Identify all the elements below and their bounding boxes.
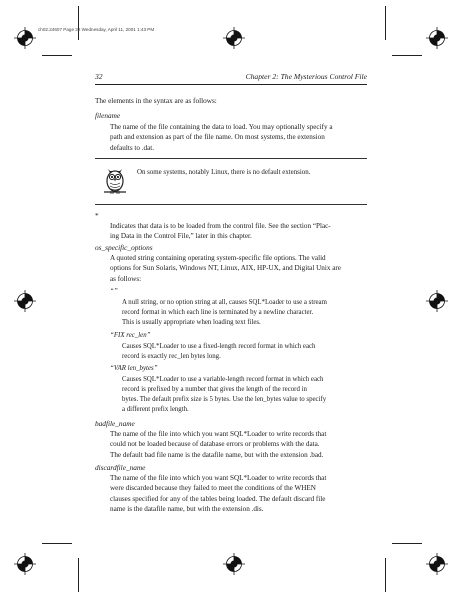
registration-mark-top-left (14, 27, 36, 49)
definition-option-null-string (122, 298, 367, 328)
registration-mark-bottom-right (426, 553, 448, 575)
definition-line: bytes. The default prefix size is 5 bytes. Use the len_bytes value to specify (122, 396, 327, 404)
definition-line: options for Sun Solaris, Windows NT, Linux, AIX, HP-UX, and Digital Unix are (110, 264, 341, 273)
definition-line: record is exactly rec_len bytes long. (122, 353, 221, 361)
header-rule (95, 84, 367, 85)
owl-icon (101, 164, 129, 198)
crop-mark (392, 543, 422, 544)
definition-line: The name of the file into which you want SQL*Loader to write records that (110, 474, 327, 482)
term-asterisk: * (95, 211, 99, 220)
term-option-var: “VAR len_bytes” (110, 365, 158, 372)
definition-line: were discarded because they failed to meet the conditions of the WHEN (110, 484, 316, 493)
note-text: On some systems, notably Linux, there is no default extension. (137, 169, 311, 176)
intro-paragraph: The elements in the syntax are as follows: (95, 97, 217, 105)
definition-line: path and extension as part of the file name. On most systems, the extension (110, 133, 325, 142)
definition-line: defaults to .dat. (110, 143, 155, 152)
term-discardfile-name: discardfile_name (95, 463, 146, 472)
registration-mark-middle-right (426, 290, 448, 312)
definition-line: This is usually appropriate when loading text files. (122, 319, 261, 327)
definition-discardfile-name (110, 473, 367, 514)
term-option-fix: “FIX rec_len” (110, 332, 151, 339)
note-bottom-rule (95, 204, 367, 205)
crop-mark (42, 55, 72, 56)
definition-option-var (122, 375, 367, 415)
term-os-specific-options: os_specific_options (95, 243, 153, 252)
term-filename: filename (95, 111, 121, 120)
registration-mark-top-center (223, 27, 245, 49)
note-top-rule (95, 158, 367, 159)
crop-mark (385, 6, 386, 40)
definition-line: clauses specified for any of the tables being loaded. The default discard file (110, 494, 326, 503)
definition-os-specific-options (110, 253, 367, 284)
definition-line: The name of the file into which you want SQL*Loader to write records that (110, 430, 327, 438)
chapter-title: Chapter 2: The Mysterious Control File (245, 72, 367, 81)
definition-line: A null string, or no option string at all, causes SQL*Loader to use a stream (122, 299, 327, 306)
term-option-null-string: “” (110, 288, 118, 295)
registration-mark-middle-left (14, 290, 36, 312)
definition-line: as follows: (110, 274, 142, 283)
definition-badfile-name (110, 429, 367, 460)
definition-line: record format in which each line is terminated by a newline character. (122, 309, 314, 317)
crop-mark (78, 558, 79, 592)
definition-line: A quoted string containing operating system-specific file options. The valid (110, 254, 326, 262)
term-badfile-name: badfile_name (95, 419, 135, 428)
definition-line: Causes SQL*Loader to use a fixed-length record format in which each (122, 343, 316, 350)
crop-mark (78, 6, 79, 40)
definition-line: The default bad file name is the datafile name, but with the extension .bad. (110, 450, 324, 459)
definition-line: a different prefix length. (122, 406, 189, 414)
definition-line: name is the datafile name, but with the extension .dis. (110, 504, 264, 513)
crop-mark (42, 543, 72, 544)
definition-line: record is prefixed by a number that gives the length of the record in (122, 386, 307, 394)
print-slug: ch02.24607 Page 32 Wednesday, April 11, 2001 1:43 PM (38, 27, 155, 32)
definition-asterisk (110, 221, 367, 242)
definition-line: Causes SQL*Loader to use a variable-length record format in which each (122, 376, 324, 383)
crop-mark (392, 55, 422, 56)
definition-filename (110, 122, 367, 153)
running-header (95, 72, 367, 82)
registration-mark-bottom-center (223, 553, 245, 575)
definition-line: could not be loaded because of database errors or problems with the data. (110, 440, 320, 449)
page-number: 32 (95, 72, 103, 81)
registration-mark-bottom-left (14, 553, 36, 575)
definition-line: ing Data in the Control File,” later in this chapter. (110, 232, 252, 241)
definition-option-fix (122, 342, 367, 362)
definition-line: Indicates that data is to be loaded from the control file. See the section “Plac- (110, 222, 331, 230)
registration-mark-top-right (426, 27, 448, 49)
crop-mark (385, 558, 386, 592)
definition-line: The name of the file containing the data to load. You may optionally specify a (110, 123, 333, 131)
